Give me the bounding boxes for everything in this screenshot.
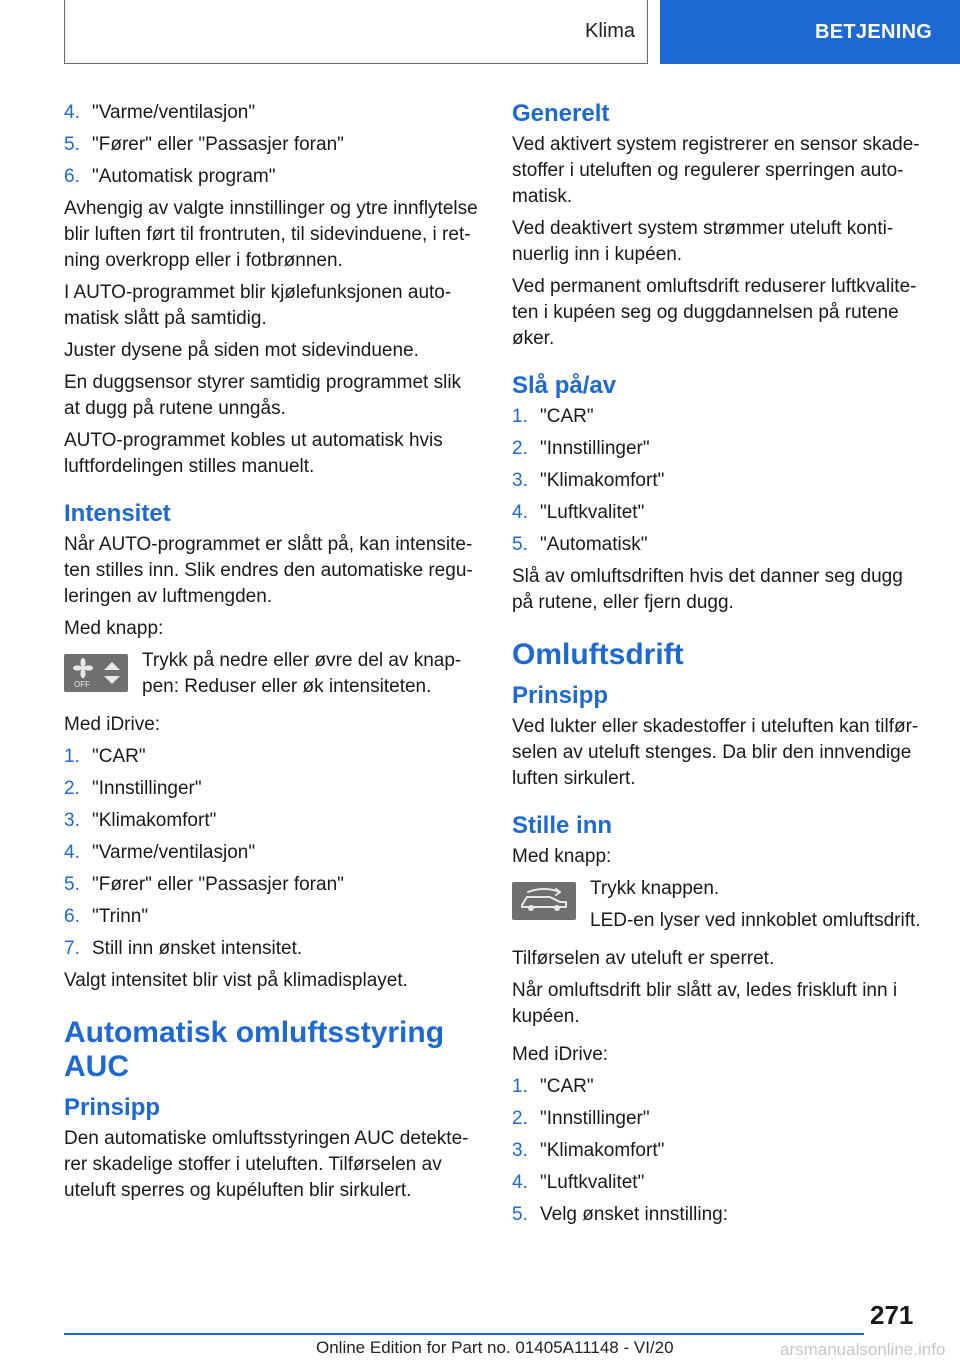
list-item (512, 404, 928, 430)
heading-prinsipp: Prinsipp (64, 1094, 161, 1121)
header-section-box (64, 0, 648, 64)
heading-stille-inn: Stille inn (512, 812, 613, 839)
list-item (64, 100, 480, 126)
list-number: 2. (64, 778, 80, 799)
list-item (64, 776, 480, 802)
right-column (512, 100, 928, 1234)
fan-button-icon (64, 654, 128, 692)
list-number: 5. (512, 1204, 528, 1225)
list-text: "Klimakomfort" (92, 810, 217, 831)
list-item (64, 744, 480, 770)
page-number: 271 (870, 1300, 914, 1330)
paragraph: Ved aktivert system registrerer en sensor skade- stoffer i uteluften og regulerer sperringen auto- matisk. (512, 134, 920, 207)
list-item (64, 132, 480, 158)
list-number: 4. (512, 1172, 528, 1193)
list-text: "Innstillinger" (540, 438, 650, 459)
list-number: 2. (512, 1108, 528, 1129)
list-text: "Innstillinger" (540, 1108, 650, 1129)
paragraph: Med iDrive: (512, 1044, 609, 1065)
heading-generelt: Generelt (512, 100, 610, 127)
heading-prinsipp: Prinsipp (512, 682, 609, 709)
header-section-title: Klima (584, 20, 635, 42)
list-item (512, 1202, 928, 1228)
paragraph: AUTO-programmet kobles ut automatisk hvis luftfordelingen stilles manuelt. (64, 430, 443, 477)
header-chapter-title: BETJENING (815, 20, 933, 43)
paragraph: En duggsensor styrer samtidig programmet slik at dugg på rutene unngås. (64, 372, 462, 419)
recirculation-button-icon (512, 882, 576, 920)
paragraph: LED-en lyser ved innkoblet omluftsdrift. (590, 910, 921, 931)
list-text: "CAR" (540, 1076, 594, 1097)
paragraph: Tilførselen av uteluft er sperret. (512, 948, 775, 969)
list-d (512, 1074, 928, 1228)
list-text: Velg ønsket innstilling: (540, 1204, 728, 1225)
list-b (64, 744, 480, 962)
paragraph: Med iDrive: (64, 714, 161, 735)
paragraph: Ved permanent omluftsdrift reduserer luftkvalite- ten i kupéen seg og duggdannelsen på rutene øker. (512, 276, 917, 349)
list-text: "Klimakomfort" (540, 470, 665, 491)
list-text: "Fører" eller "Passasjer foran" (92, 134, 344, 155)
paragraph: Valgt intensitet blir vist på klimadisplayet. (64, 970, 408, 991)
list-item (64, 808, 480, 834)
paragraph: Slå av omluftsdriften hvis det danner seg dugg på rutene, eller fjern dugg. (512, 566, 903, 613)
paragraph: Juster dysene på siden mot sidevinduene. (64, 340, 419, 361)
footer-edition: Online Edition for Part no. 01405A11148 - VI/20 (316, 1338, 674, 1357)
list-text: "Varme/ventilasjon" (92, 102, 256, 123)
footer-divider (64, 1333, 864, 1335)
paragraph: Når omluftsdrift blir slått av, ledes friskluft inn i kupéen. (512, 980, 898, 1027)
paragraph: Ved lukter eller skadestoffer i uteluften kan tilfør- selen av uteluft stenges. Da blir den innvendige luften sirkulert. (512, 716, 919, 789)
paragraph: Med knapp: (64, 618, 164, 639)
paragraph: Trykk knappen. (590, 878, 720, 899)
list-text: "Trinn" (92, 906, 149, 927)
list-number: 5. (64, 874, 80, 895)
list-text: "Automatisk program" (92, 166, 276, 187)
recirculation-button-row (512, 876, 928, 940)
list-number: 3. (512, 1140, 528, 1161)
list-item (512, 500, 928, 526)
paragraph: I AUTO-programmet blir kjølefunksjonen auto- matisk slått på samtidig. (64, 282, 452, 329)
list-number: 7. (64, 938, 80, 959)
list-text: "CAR" (92, 746, 146, 767)
list-text: Still inn ønsket intensitet. (92, 938, 303, 959)
list-number: 5. (512, 534, 528, 555)
left-column (64, 100, 480, 1210)
list-number: 4. (64, 102, 80, 123)
list-number: 6. (64, 906, 80, 927)
footer-watermark: arsmanualsonline.info (780, 1340, 946, 1359)
list-a (64, 100, 480, 190)
list-number: 1. (64, 746, 80, 767)
list-item (512, 468, 928, 494)
list-item (512, 1170, 928, 1196)
list-item (64, 840, 480, 866)
list-item (64, 164, 480, 190)
list-number: 3. (64, 810, 80, 831)
list-item (512, 1106, 928, 1132)
heading-omluftsdrift: Omluftsdrift (512, 638, 684, 671)
list-text: "Fører" eller "Passasjer foran" (92, 874, 344, 895)
list-text: "Automatisk" (540, 534, 648, 555)
list-item (64, 872, 480, 898)
list-text: "Luftkvalitet" (540, 502, 645, 523)
list-number: 1. (512, 406, 528, 427)
paragraph: Når AUTO-programmet er slått på, kan intensite- ten stilles inn. Slik endres den automatiske regu- leringen av luftmengden. (64, 534, 473, 607)
list-number: 2. (512, 438, 528, 459)
list-text: "Varme/ventilasjon" (92, 842, 256, 863)
list-item (64, 904, 480, 930)
list-text: "Luftkvalitet" (540, 1172, 645, 1193)
list-c (512, 404, 928, 558)
list-text: "CAR" (540, 406, 594, 427)
heading-intensitet: Intensitet (64, 500, 171, 527)
header-chapter-tab (660, 0, 960, 64)
list-item (512, 532, 928, 558)
paragraph: Den automatiske omluftsstyringen AUC detekte- rer skadelige stoffer i uteluften. Tilførselen av uteluft sperres og kupéluften blir sirkulert. (64, 1128, 469, 1201)
list-number: 6. (64, 166, 80, 187)
paragraph: Trykk på nedre eller øvre del av knap- pen: Reduser eller øk intensiteten. (142, 650, 462, 697)
heading-auc: Automatisk omluftsstyring AUC (64, 1016, 445, 1083)
list-text: "Innstillinger" (92, 778, 202, 799)
list-item (64, 936, 480, 962)
fan-off-label: OFF (74, 680, 90, 689)
heading-slaa-paa-av: Slå på/av (512, 372, 617, 399)
paragraph: Ved deaktivert system strømmer uteluft konti- nuerlig inn i kupéen. (512, 218, 894, 265)
fan-button-row (64, 648, 480, 706)
list-number: 1. (512, 1076, 528, 1097)
list-item (512, 1074, 928, 1100)
list-number: 4. (512, 502, 528, 523)
list-number: 4. (64, 842, 80, 863)
list-number: 3. (512, 470, 528, 491)
list-text: "Klimakomfort" (540, 1140, 665, 1161)
list-item (512, 436, 928, 462)
list-number: 5. (64, 134, 80, 155)
paragraph: Med knapp: (512, 846, 612, 867)
paragraph: Avhengig av valgte innstillinger og ytre innflytelse blir luften ført til frontruten, til sidevinduene, i ret- ning overkropp eller i fotbrønnen. (64, 198, 478, 271)
list-item (512, 1138, 928, 1164)
